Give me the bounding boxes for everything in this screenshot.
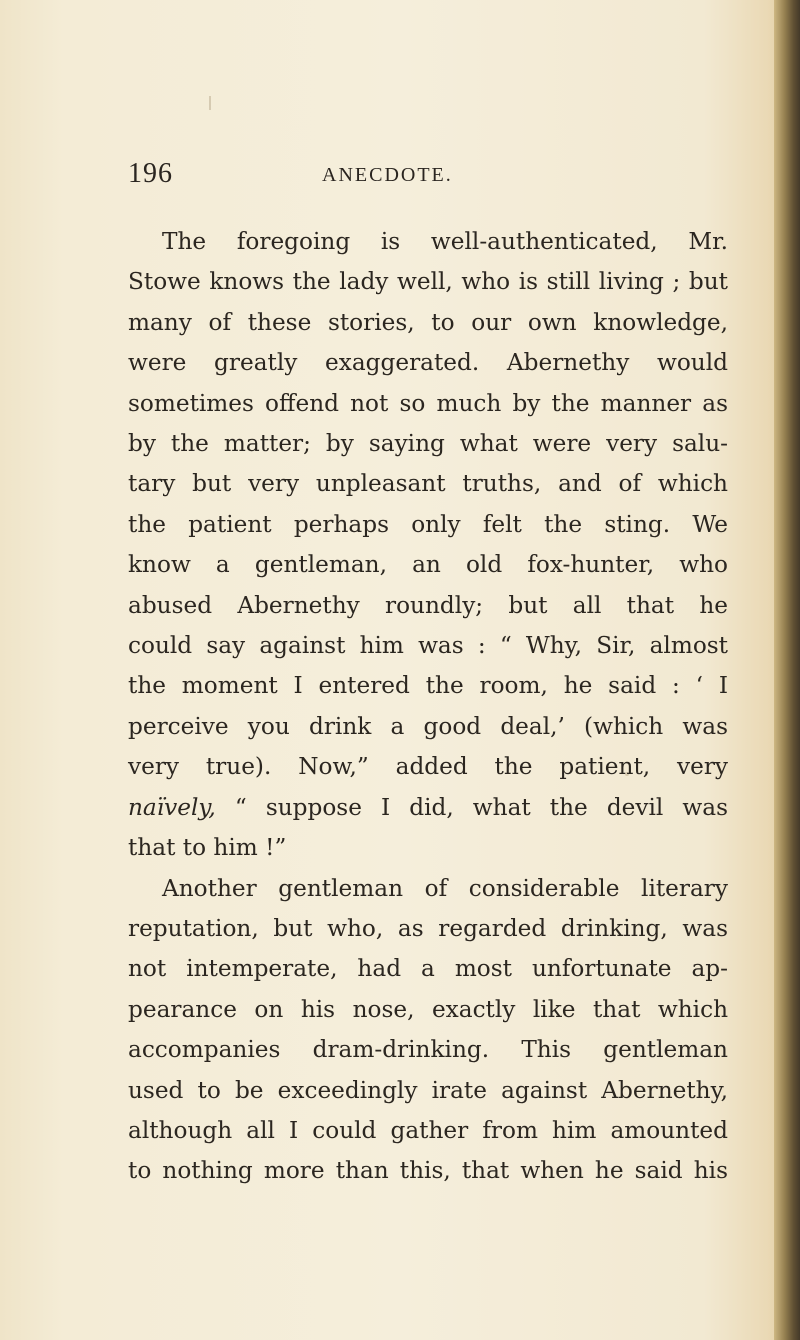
text-line: many of these stories, to our own knowledge, (128, 308, 728, 336)
print-speck (209, 96, 211, 110)
text-line: that to him !” (128, 834, 287, 862)
paragraph (128, 869, 728, 1192)
text-line: were greatly exaggerated. Abernethy would (128, 349, 728, 377)
text-line: sometimes offend not so much by the manner as (128, 389, 728, 417)
text-line: know a gentleman, an old fox-hunter, who (128, 551, 728, 579)
paragraph (128, 222, 728, 869)
text-line: perceive you drink a good deal,’ (which was (128, 712, 728, 740)
text-line: very true). Now,” added the patient, very (128, 753, 728, 781)
text-line: tary but very unpleasant truths, and of which (128, 470, 728, 498)
text-line: the moment I entered the room, he said : ‘ I (128, 672, 728, 700)
text-line: accompanies dram-drinking. This gentleman (128, 1036, 728, 1064)
body-text (128, 222, 728, 1232)
page-header (128, 158, 688, 198)
text-line-rest: “ suppose I did, what the devil was (215, 793, 728, 821)
text-line: although all I could gather from him amounted (128, 1116, 728, 1144)
text-line: The foregoing is well-authenticated, Mr. (162, 228, 728, 255)
text-line: not intemperate, had a most unfortunate ap- (128, 955, 728, 983)
text-line: by the matter; by saying what were very salu- (128, 430, 728, 458)
text-line: Stowe knows the lady well, who is still living ; but (128, 268, 728, 296)
text-line: to nothing more than this, that when he said his (128, 1157, 728, 1185)
text-line: the patient perhaps only felt the sting. We (128, 510, 728, 538)
running-head: ANECDOTE. (322, 164, 453, 186)
text-line: used to be exceedingly irate against Abernethy, (128, 1076, 728, 1104)
text-line: abused Abernethy roundly; but all that he (128, 591, 728, 619)
text-line: pearance on his nose, exactly like that which (128, 995, 728, 1023)
italic-word: naïvely, (128, 793, 216, 821)
book-binding-edge (774, 0, 800, 1340)
text-line-italic (128, 788, 728, 828)
text-line: Another gentleman of considerable literary (162, 874, 728, 902)
text-line: reputation, but who, as regarded drinking, was (128, 914, 728, 942)
text-line: could say against him was : “ Why, Sir, almost (128, 632, 728, 660)
page-number: 196 (128, 158, 173, 189)
